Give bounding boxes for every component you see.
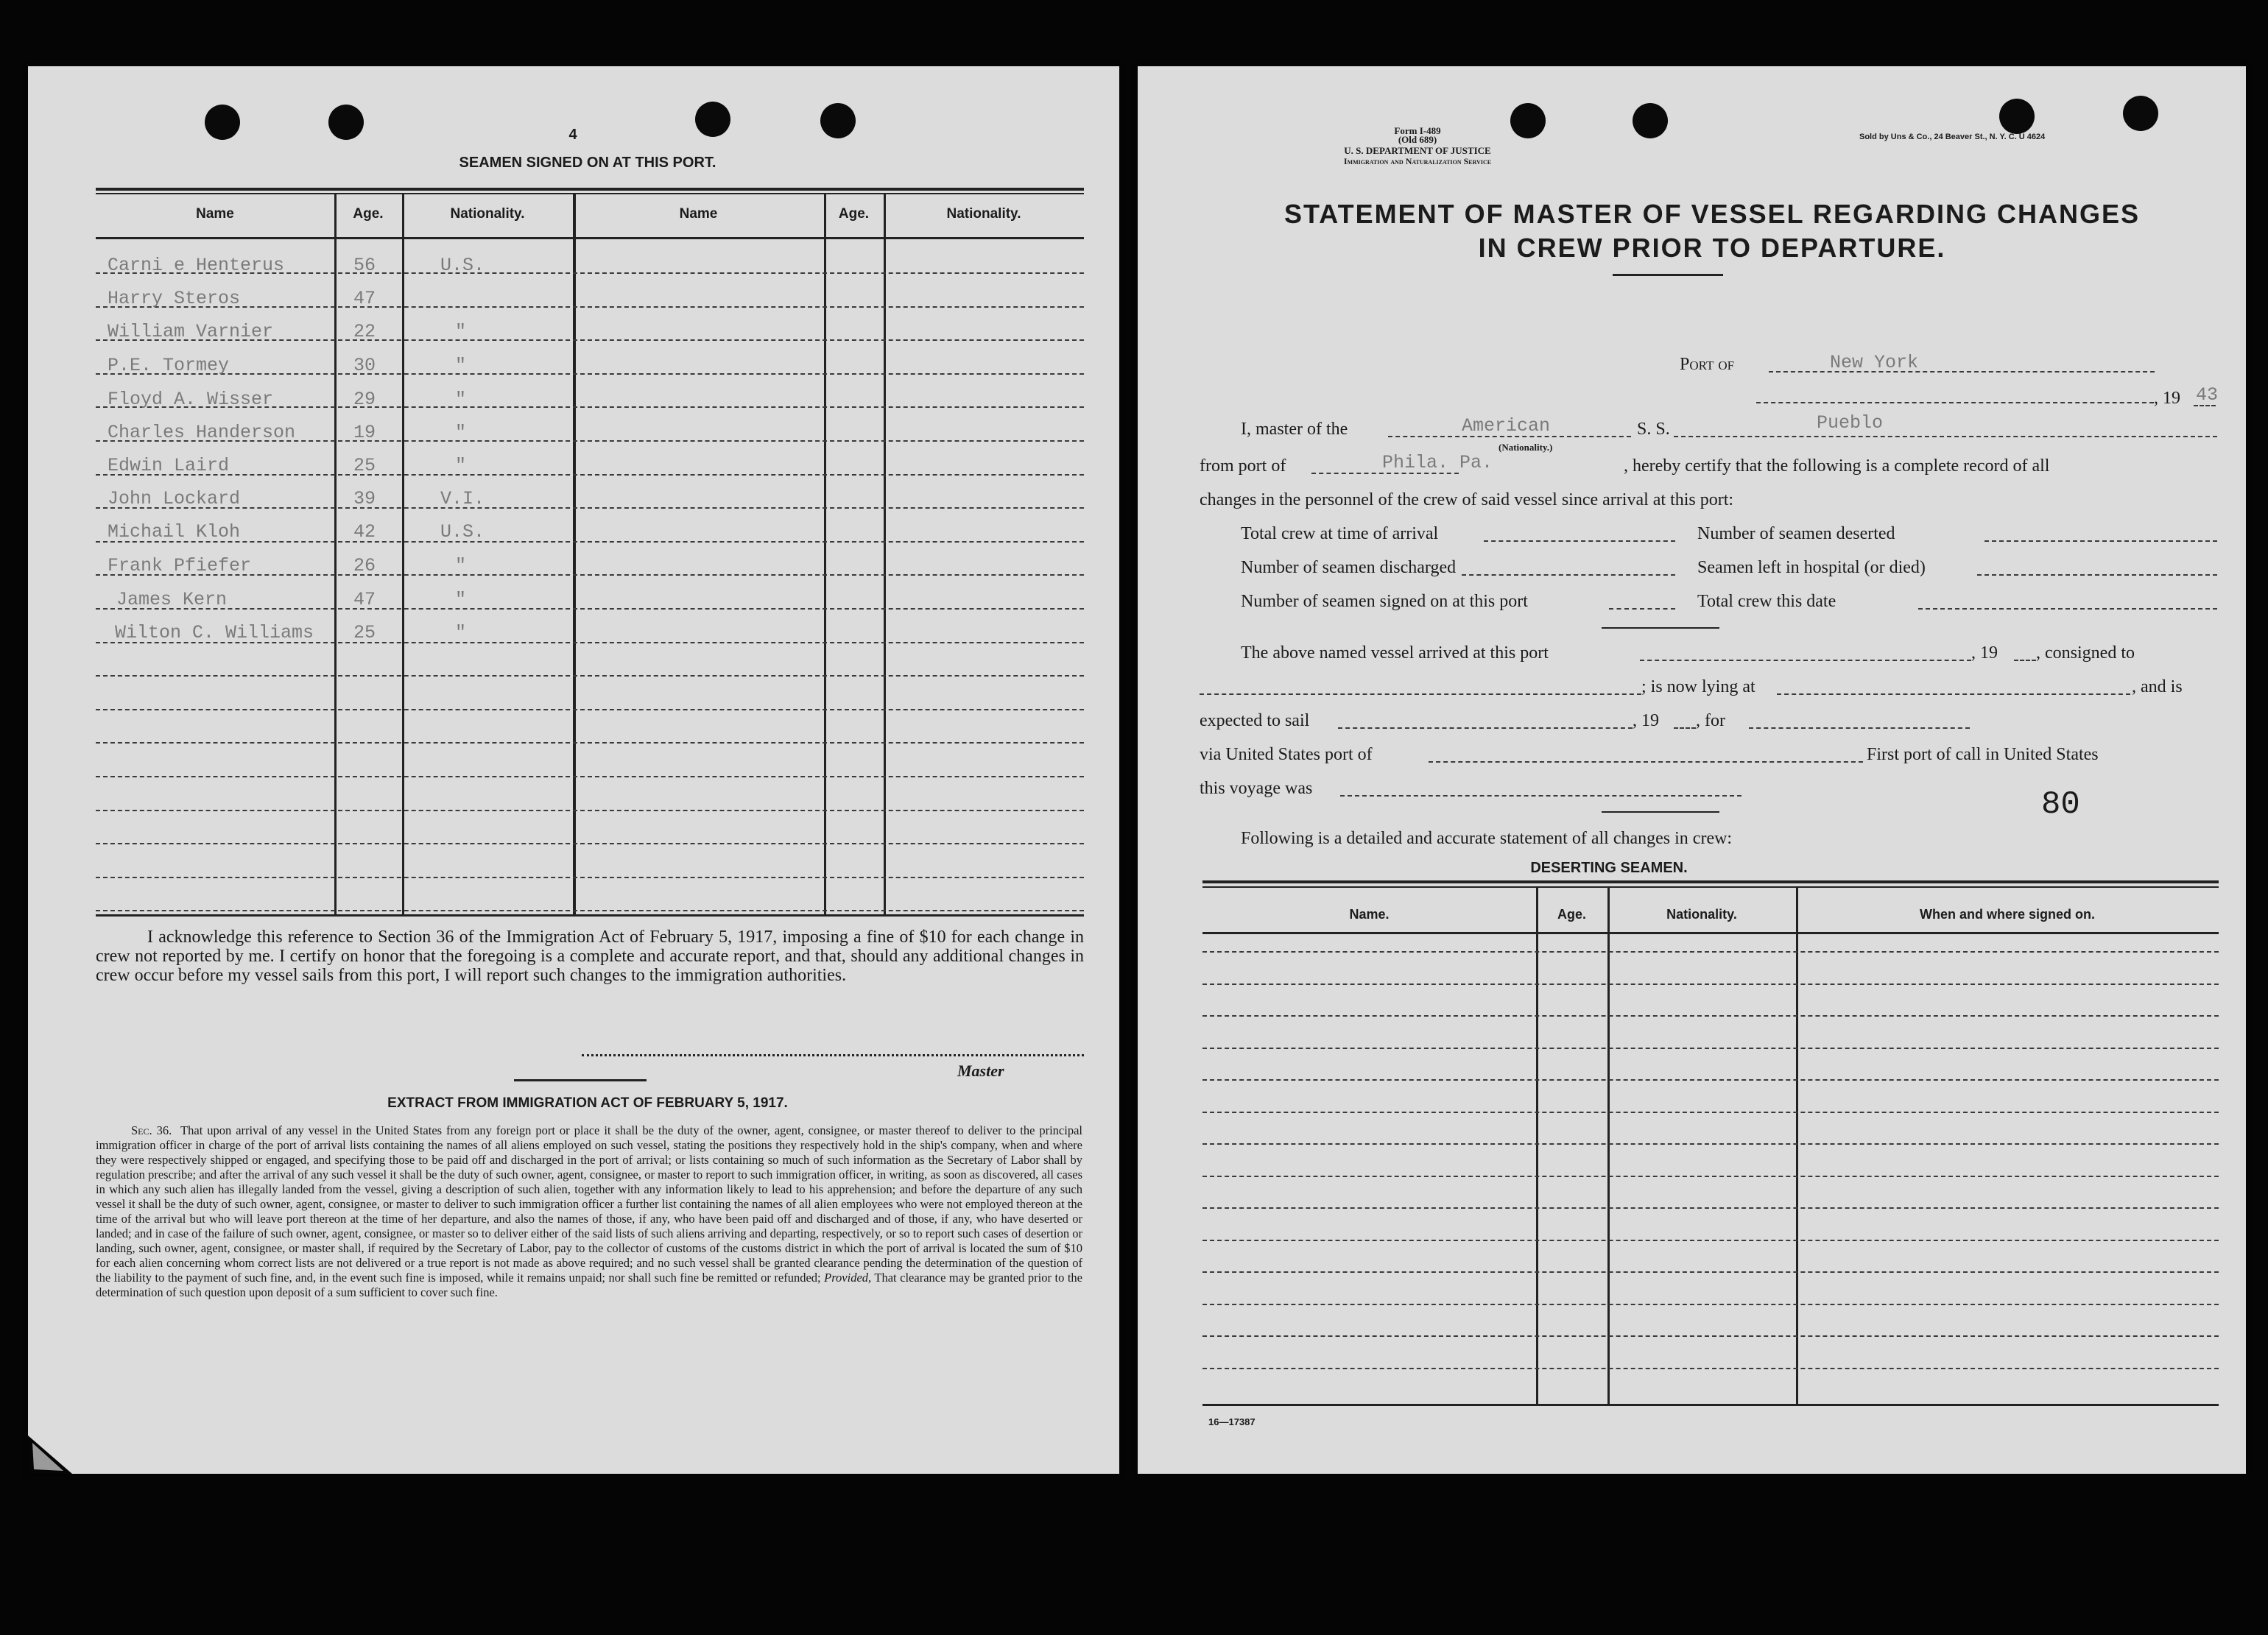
row-age: 22 [353, 321, 376, 342]
port-label: Port of [1680, 355, 1735, 374]
row-name: Carni e Henterus [108, 255, 285, 276]
row-rule [96, 810, 1084, 811]
lying-at-line [1777, 693, 2130, 695]
col-nationality: Nationality. [450, 206, 525, 222]
deserting-col-nationality: Nationality. [1666, 907, 1737, 922]
table-divider [1796, 888, 1798, 1404]
table-header-rule [96, 237, 1084, 239]
following-text: Following is a detailed and accurate statement of all changes in crew: [1241, 829, 1733, 848]
punch-hole [1999, 99, 2035, 134]
extract-section: Sec. 36. [131, 1123, 172, 1137]
col-nationality-2: Nationality. [946, 206, 1021, 222]
port-line [1769, 371, 2155, 372]
row-rule [96, 742, 1084, 744]
rule [1602, 811, 1719, 813]
stamp-number: 80 [2041, 786, 2080, 823]
year-line [2194, 405, 2216, 406]
row-rule [96, 910, 1084, 911]
row-rule [1202, 1368, 2219, 1369]
table-top-rule [1202, 886, 2219, 888]
right-page [1138, 66, 2246, 1474]
row-rule [96, 877, 1084, 878]
acknowledgment-text: I acknowledge this reference to Section 36 of the Immigration Act of February 5, 1917, imposing a fine of $10 for each change in crew not reported by me. I certify on honor that the foregoing is a complete and accurate report, and that, should any additional changes in crew occur before my vessel sails from this port, I will report such changes to the immigration authorities. [96, 928, 1084, 985]
row-age: 39 [353, 488, 376, 509]
total-crew-date-label: Total crew this date [1697, 592, 1836, 611]
punch-hole [695, 102, 730, 137]
row-rule [96, 843, 1084, 844]
arrived-text: The above named vessel arrived at this port [1241, 643, 1549, 663]
table-top-rule [96, 193, 1084, 194]
row-age: 25 [353, 455, 376, 476]
row-rule [1202, 1240, 2219, 1241]
row-nationality: " [455, 455, 467, 476]
row-rule [96, 709, 1084, 710]
col-name-2: Name [679, 206, 718, 222]
left-in-hospital-line [1977, 574, 2217, 576]
extract-body: That upon arrival of any vessel in the United States from any foreign port or place it shall be the duty of the owner, agent, consignee, or master thereof to deliver to the principal immigration officer in charge of the port of arrival lists containing the names of all aliens employed on such vessel, stating the positions they respectively hold in the ship's company, when and where they were respectively shipped or engaged, and specifying those to be paid off and discharged in the port of arrival; or lists containing so much of such information as the Secretary of Labor shall by regulation prescribe; and after the arrival of any such vessel it shall be the duty of such owner, agent, consignee, or master to report to such immigration officer, in writing, as soon as discovered, all cases in which any such alien has illegally landed from the vessel, giving a description of such alien, together with any information likely to lead to his apprehension; and before the departure of any such vessel it shall be the duty of such owner, agent, consignee, or master to deliver to such immigration officer a further list containing the names of all alien employees who were not employed thereon at the time of the arrival but who will leave port thereon at the time of her departure, and also the names of those, if any, who have been paid off and discharged and of those, if any, who have deserted or landed; and in case of the failure of such owner, agent, consignee, or master so to deliver either of the said lists of such aliens arriving and departing, respectively, or so to report such cases of desertion or landing, such owner, agent, consignee, or master shall, if required by the Secretary of Labor, pay to the collector of customs of the customs district in which the port of arrival is located the sum of $10 for each alien concerning whom correct lists are not delivered or a true report is not made as above required; and no such vessel shall be granted clearance pending the determination of the question of the liability to the payment of such fine, and, in the event such fine is imposed, while it remains unpaid; nor shall such fine be remitted or refunded; [96, 1123, 1082, 1285]
from-port-label: from port of [1200, 456, 1286, 476]
row-name: Floyd A. Wisser [108, 389, 274, 410]
and-is: , and is [2132, 677, 2183, 696]
nineteen-consigned: , 19 [1971, 643, 1998, 663]
row-rule [96, 507, 1084, 509]
col-name: Name [196, 206, 234, 222]
now-lying-at: ; is now lying at [1641, 677, 1755, 696]
form-old: (Old 689) [1398, 134, 1437, 145]
row-rule [1202, 984, 2219, 985]
deserting-col-name: Name. [1349, 907, 1390, 922]
seller-imprint: Sold by Uns & Co., 24 Beaver St., N. Y. C. U 4624 [1859, 133, 2046, 141]
seamen-discharged-label: Number of seamen discharged [1241, 558, 1457, 577]
nationality-value: American [1462, 415, 1551, 437]
row-name: William Varnier [108, 321, 274, 342]
table-divider [402, 193, 404, 914]
row-name: Edwin Laird [108, 455, 230, 476]
row-rule [96, 675, 1084, 677]
year-value: 43 [2196, 384, 2219, 406]
row-rule [1202, 1176, 2219, 1177]
table-top-rule [96, 188, 1084, 191]
row-rule [1202, 1015, 2219, 1017]
footer-code: 16—17387 [1208, 1416, 1256, 1427]
table-bottom-rule [1202, 1404, 2219, 1406]
table-header-rule [1202, 932, 2219, 934]
extract-text [96, 1123, 1082, 1300]
row-nationality: U.S. [440, 521, 485, 543]
total-crew-arrival-line [1484, 540, 1675, 542]
row-age: 47 [353, 589, 376, 610]
row-name: Charles Handerson [108, 422, 296, 443]
seamen-signed-on-line [1609, 608, 1675, 610]
row-rule [96, 608, 1084, 610]
row-rule [96, 306, 1084, 308]
consigned-to: , consigned to [2036, 643, 2135, 663]
table-divider [573, 193, 576, 914]
row-rule [96, 474, 1084, 476]
year-line [1674, 727, 1696, 729]
form-id [1336, 127, 1498, 144]
left-in-hospital-label: Seamen left in hospital (or died) [1697, 558, 1926, 577]
row-nationality: " [455, 422, 467, 443]
row-age: 30 [353, 355, 376, 376]
rule [1613, 274, 1723, 276]
row-rule [96, 541, 1084, 543]
year-prefix: , 19 [2154, 389, 2180, 408]
row-nationality: " [455, 622, 467, 643]
via-port-line [1429, 761, 1863, 763]
arrived-line [1640, 660, 1971, 661]
consignee-line [1200, 693, 1641, 695]
master-signature-line [582, 1054, 1084, 1056]
title-line-1: STATEMENT OF MASTER OF VESSEL REGARDING CHANGES [1283, 199, 2141, 229]
row-rule [1202, 1207, 2219, 1209]
row-name: James Kern [116, 589, 228, 610]
seamen-signed-title: SEAMEN SIGNED ON AT THIS PORT. [459, 155, 716, 171]
for-line [1749, 727, 1970, 729]
row-rule [1202, 1271, 2219, 1273]
row-rule [1202, 951, 2219, 953]
deserting-col-age: Age. [1557, 907, 1586, 922]
for-label: , for [1696, 711, 1725, 730]
date-line [1756, 402, 2154, 403]
punch-hole [205, 105, 240, 140]
voyage-line [1340, 795, 1742, 797]
table-top-rule [1202, 880, 2219, 883]
punch-hole [2123, 96, 2158, 131]
department-block [1270, 146, 1565, 166]
seamen-signed-on-label: Number of seamen signed on at this port [1241, 592, 1528, 611]
form-number: Form I-489 [1394, 125, 1441, 136]
rule [514, 1079, 647, 1081]
table-divider [334, 193, 337, 914]
left-page [28, 66, 1119, 1474]
row-rule [96, 373, 1084, 375]
row-nationality: " [455, 355, 467, 376]
row-nationality: V.I. [440, 488, 485, 509]
row-name: Michail Kloh [108, 521, 241, 543]
title-line-2: IN CREW PRIOR TO DEPARTURE. [1478, 233, 1946, 263]
row-rule [1202, 1048, 2219, 1049]
col-age-2: Age. [838, 206, 870, 222]
ss-label: S. S. [1637, 420, 1670, 439]
table-divider [884, 193, 886, 914]
row-nationality: " [455, 555, 467, 576]
extract-title: EXTRACT FROM IMMIGRATION ACT OF FEBRUARY 5, 1917. [387, 1095, 788, 1111]
punch-hole [328, 105, 364, 140]
seamen-deserted-line [1984, 540, 2217, 542]
row-rule [1202, 1304, 2219, 1305]
row-name: Wilton C. Williams [115, 622, 314, 643]
form-title [1197, 197, 2228, 265]
seamen-deserted-label: Number of seamen deserted [1697, 524, 1895, 543]
nineteen-for: , 19 [1633, 711, 1659, 730]
certify-text: , hereby certify that the following is a complete record of all [1624, 456, 2050, 476]
row-name: Frank Pfiefer [108, 555, 252, 576]
col-age: Age. [353, 206, 384, 222]
service: Immigration and Naturalization Service [1343, 156, 1492, 166]
department: U. S. DEPARTMENT OF JUSTICE [1344, 145, 1491, 156]
expected-to-sail: expected to sail [1200, 711, 1310, 730]
deserting-title: DESERTING SEAMEN. [1530, 860, 1688, 876]
row-nationality: U.S. [440, 255, 485, 276]
extract-end: That clearance may be granted prior to the determination of such question upon deposit of a sum sufficient to cover such fine. [96, 1271, 1083, 1299]
row-rule [1202, 1143, 2219, 1145]
row-nationality: " [455, 589, 467, 610]
deserting-col-signed-on: When and where signed on. [1919, 907, 2096, 922]
row-rule [1202, 1335, 2219, 1337]
row-age: 47 [353, 288, 376, 309]
total-crew-date-line [1918, 608, 2217, 610]
row-rule [96, 776, 1084, 777]
punch-hole [1510, 103, 1546, 138]
sail-line [1338, 727, 1633, 729]
row-rule [1202, 1079, 2219, 1081]
row-age: 26 [353, 555, 376, 576]
via-port: via United States port of [1200, 745, 1373, 764]
row-name: Harry Steros [108, 288, 241, 309]
torn-corner [28, 1436, 72, 1474]
rule [1602, 627, 1719, 629]
row-age: 19 [353, 422, 376, 443]
row-age: 25 [353, 622, 376, 643]
row-rule [1202, 1112, 2219, 1113]
seamen-discharged-line [1462, 574, 1675, 576]
table-bottom-rule [96, 914, 1084, 917]
first-port: First port of call in United States [1867, 745, 2099, 764]
master-of-the: I, master of the [1241, 420, 1348, 439]
port-value: New York [1830, 352, 1919, 373]
row-age: 56 [353, 255, 376, 276]
master-label: Master [957, 1062, 1004, 1080]
ship-name-line [1674, 436, 2217, 437]
total-crew-arrival-label: Total crew at time of arrival [1241, 524, 1439, 543]
row-nationality: " [455, 389, 467, 410]
nationality-caption: (Nationality.) [1498, 442, 1553, 453]
row-name: John Lockard [108, 488, 241, 509]
changes-text: changes in the personnel of the crew of said vessel since arrival at this port: [1200, 490, 1734, 509]
punch-hole [820, 103, 856, 138]
page-number: 4 [568, 127, 577, 143]
row-nationality: " [455, 321, 467, 342]
table-divider [824, 193, 826, 914]
row-age: 29 [353, 389, 376, 410]
punch-hole [1633, 103, 1668, 138]
this-voyage: this voyage was [1200, 779, 1313, 798]
ship-name: Pueblo [1817, 412, 1884, 434]
row-age: 42 [353, 521, 376, 543]
row-name: P.E. Tormey [108, 355, 230, 376]
extract-provided: Provided, [824, 1271, 872, 1285]
table-divider [1536, 888, 1538, 1404]
from-port-value: Phila. Pa. [1382, 452, 1493, 473]
table-divider [1607, 888, 1610, 1404]
year-line [2014, 660, 2036, 661]
